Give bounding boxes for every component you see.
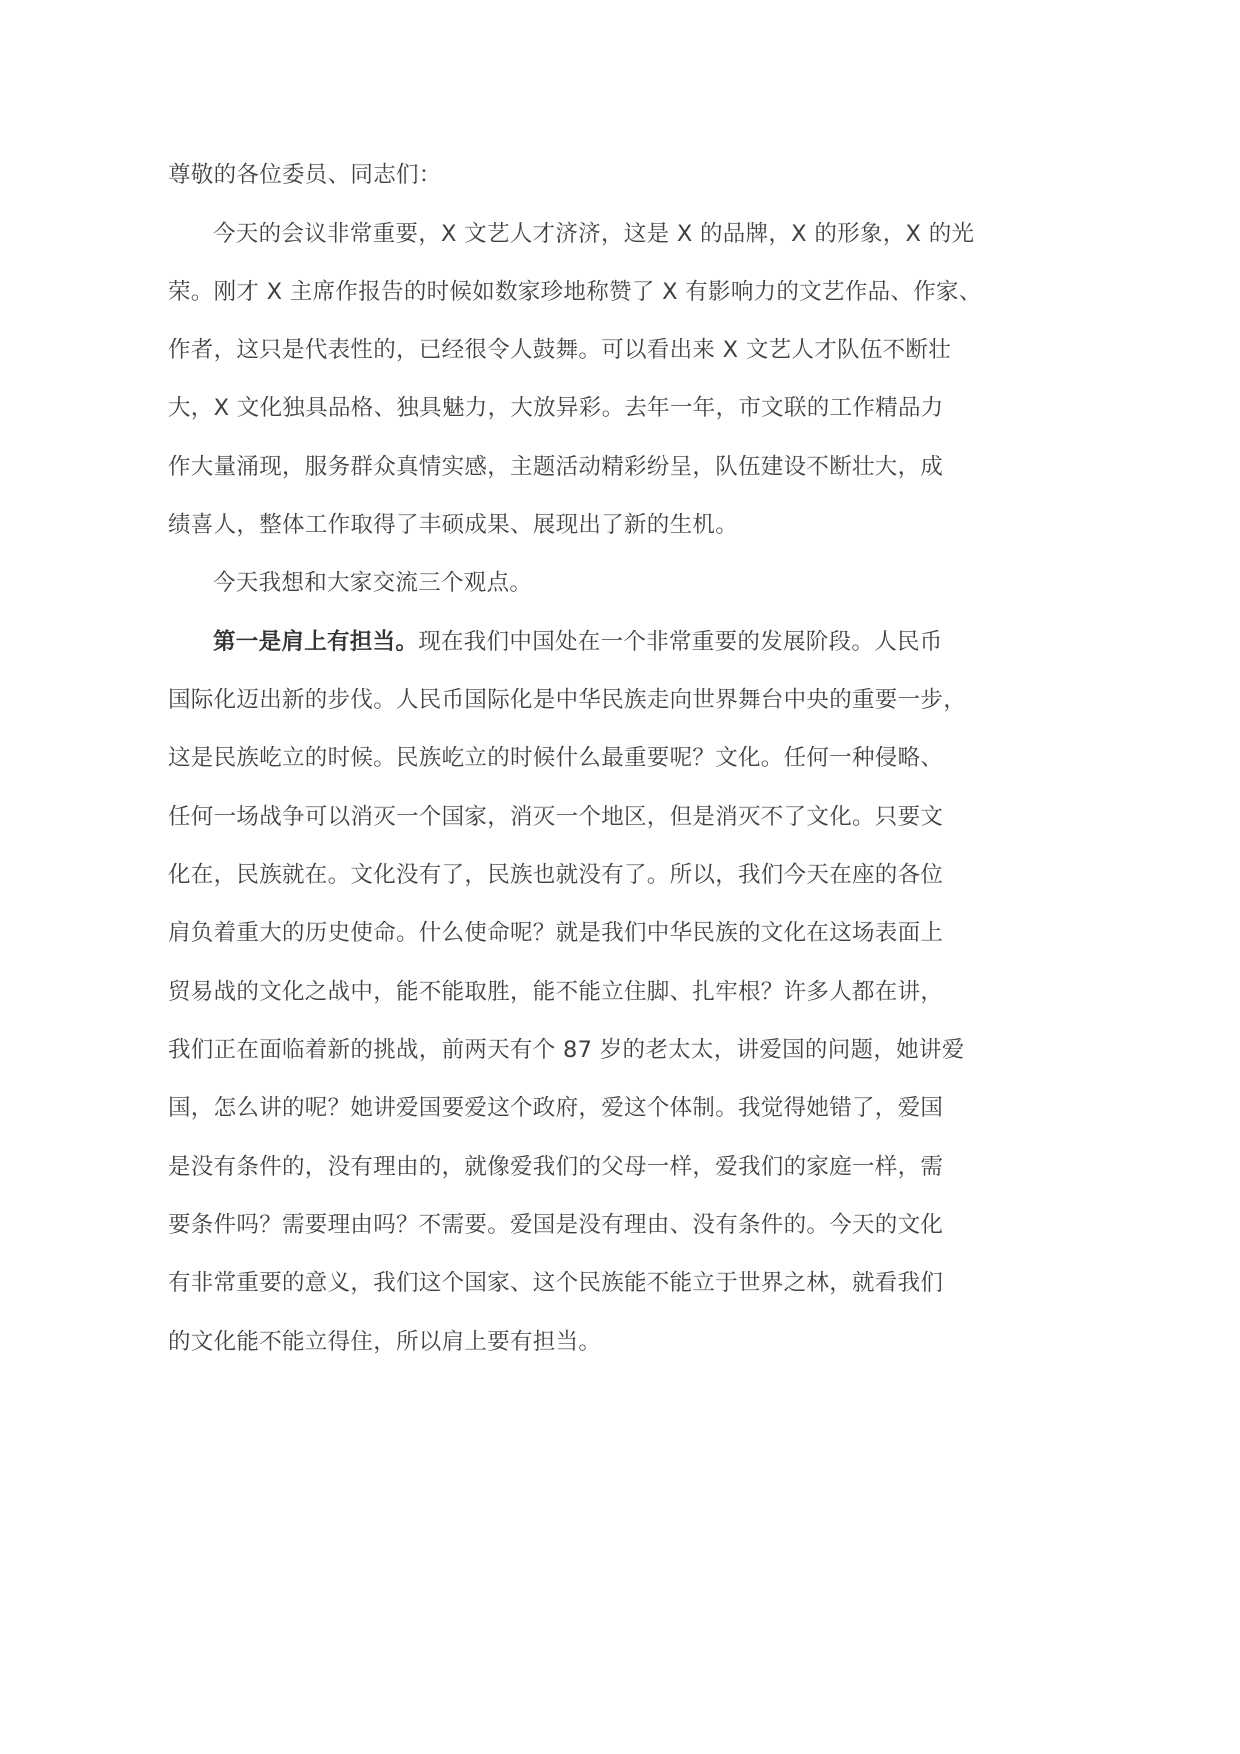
- paragraph-3-line-2: 国际化迈出新的步伐。人民币国际化是中华民族走向世界舞台中央的重要一步，: [168, 687, 967, 713]
- paragraph-2-line-1: 今天我想和大家交流三个观点。: [213, 570, 533, 596]
- paragraph-3-line-9: 国，怎么讲的呢？她讲爱国要爱这个政府，爱这个体制。我觉得她错了，爱国: [168, 1095, 944, 1121]
- paragraph-3-line-10: 是没有条件的，没有理由的，就像爱我们的父母一样，爱我们的家庭一样，需: [168, 1154, 944, 1180]
- section-heading: 第一是肩上有担当。: [213, 629, 419, 655]
- paragraph-1-line-4: 大，X 文化独具品格、独具魅力，大放异彩。去年一年，市文联的工作精品力: [168, 395, 944, 421]
- paragraph-3-line-7: 贸易战的文化之战中，能不能取胜，能不能立住脚、扎牢根？许多人都在讲，: [168, 979, 944, 1005]
- paragraph-3-line-13: 的文化能不能立得住，所以肩上要有担当。: [168, 1329, 602, 1355]
- paragraph-3-line-11: 要条件吗？需要理由吗？不需要。爱国是没有理由、没有条件的。今天的文化: [168, 1212, 944, 1238]
- salutation: 尊敬的各位委员、同志们：: [168, 162, 442, 188]
- paragraph-3-line-6: 肩负着重大的历史使命。什么使命呢？就是我们中华民族的文化在这场表面上: [168, 920, 944, 946]
- paragraph-1-line-1: 今天的会议非常重要，X 文艺人才济济，这是 X 的品牌，X 的形象，X 的光: [213, 221, 975, 247]
- paragraph-3-line-1-text: 现在我们中国处在一个非常重要的发展阶段。人民币: [418, 629, 943, 655]
- paragraph-1-line-2: 荣。刚才 X 主席作报告的时候如数家珍地称赞了 X 有影响力的文艺作品、作家、: [168, 279, 982, 305]
- paragraph-3-line-8: 我们正在面临着新的挑战，前两天有个 87 岁的老太太，讲爱国的问题，她讲爱: [168, 1037, 965, 1063]
- paragraph-3-line-4: 任何一场战争可以消灭一个国家，消灭一个地区，但是消灭不了文化。只要文: [168, 804, 944, 830]
- paragraph-3-line-5: 化在，民族就在。文化没有了，民族也就没有了。所以，我们今天在座的各位: [168, 862, 944, 888]
- paragraph-1-line-5: 作大量涌现，服务群众真情实感，主题活动精彩纷呈，队伍建设不断壮大，成: [168, 454, 944, 480]
- paragraph-1-line-6: 绩喜人，整体工作取得了丰硕成果、展现出了新的生机。: [168, 512, 739, 538]
- paragraph-1-line-3: 作者，这只是代表性的，已经很令人鼓舞。可以看出来 X 文艺人才队伍不断壮: [168, 337, 952, 363]
- paragraph-3-line-12: 有非常重要的意义，我们这个国家、这个民族能不能立于世界之林，就看我们: [168, 1270, 944, 1296]
- paragraph-3-line-3: 这是民族屹立的时候。民族屹立的时候什么最重要呢？文化。任何一种侵略、: [168, 745, 944, 771]
- paragraph-3-line-1: [213, 627, 943, 657]
